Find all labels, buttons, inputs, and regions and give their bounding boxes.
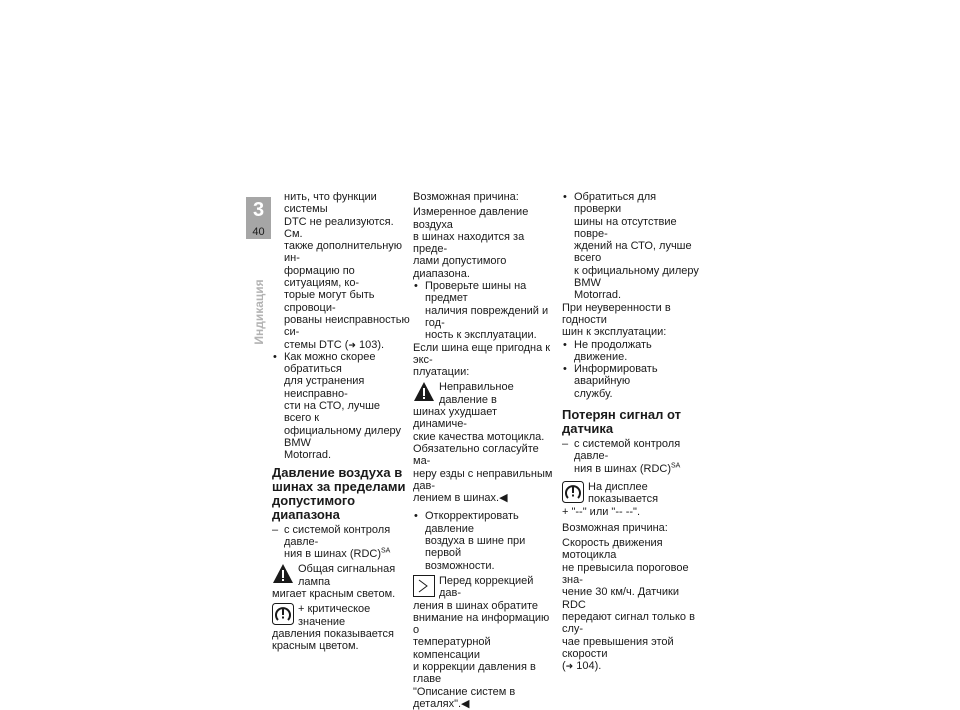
warning-triangle-icon (413, 381, 435, 403)
usable-condition: Если шина еще пригодна к экс- плуатации: (413, 341, 551, 379)
tire-pressure-icon (272, 603, 294, 625)
page-ref-arrow-icon: ➜ (348, 339, 356, 350)
bullet-item: • Как можно скорее обратиться для устранения неисправно- сти на СТО, лучше всего к официальному дилеру BMW Motorrad. (272, 351, 410, 462)
condition-item: – с системой контроля давле- ния в шинах (RDC)$^{SA}$ (272, 524, 410, 561)
cause-label: Возможная причина: (413, 191, 519, 203)
section-heading: Потерян сигнал от датчика (562, 407, 681, 437)
cause-label: Возможная причина: (562, 521, 668, 534)
warning-triangle-icon (272, 563, 294, 585)
condition-item: – с системой контроля давле- ния в шинах (RDC)$^{SA}$ (562, 438, 702, 475)
section-heading: Давление воздуха в шинах за пределами допустимого диапазона (272, 464, 406, 522)
chapter-number: 3 (252, 199, 265, 221)
cause-text: Скорость движения мотоцикла не превысила пороговое зна- чение 30 км/ч. Датчики RDC передают сигнал только в слу- чае превышения этой скорости (➜ 104). (562, 537, 695, 673)
column-1 (272, 191, 410, 653)
page-ref[interactable]: 104). (576, 660, 602, 673)
rdc-display-note: + критическое значение давления показывается красным цветом. (272, 603, 394, 653)
bullet-item: • Проверьте шины на предмет наличия повреждений и год- ность к эксплуатации. (413, 280, 553, 341)
warning-lamp-note: Общая сигнальная лампа мигает красным светом. (272, 563, 396, 601)
bullet-item: • Информировать аварийную службу. (562, 363, 702, 400)
column-2 (413, 191, 553, 710)
bullet-item: • Не продолжать движение. (562, 339, 702, 364)
note-icon (413, 575, 435, 597)
page-number: 40 (252, 226, 265, 238)
bullet-item: • Откорректировать давление воздуха в шине при первой возможности. (413, 510, 553, 571)
page-ref[interactable]: 103). (359, 338, 385, 351)
cause-text: Измеренное давление воздуха в шинах находится за преде- лами допустимого диапазона. (413, 206, 529, 280)
end-mark-icon: ◀ (461, 697, 470, 710)
intro-text: нить, что функции системы DTC не реализуются. См. также дополнительную ин- формацию по ситуациям, ко- торые могут быть спровоци- рованы неисправностью си- стемы DTC (➜ 103). (284, 191, 410, 351)
end-mark-icon: ◀ (499, 492, 508, 505)
column-3 (562, 191, 702, 672)
rdc-display-note: На дисплее показывается + "--" или "-- --". (562, 480, 659, 518)
pressure-warning: Неправильное давление в шинах ухудшает динамиче- ские качества мотоцикла. Обязательно согласуйте ма- неру езды с неправильным дав- лением в шинах.◀ (413, 381, 553, 505)
page-ref-arrow-icon: ➜ (565, 661, 574, 672)
note-block: Перед коррекцией дав- ления в шинах обратите внимание на информацию о температурной компенсации и коррекции давления в главе "Описание систем в деталях".◀ (413, 574, 550, 710)
section-title: Индикация (252, 279, 266, 345)
bullet-item: • Обратиться для проверки шины на отсутствие повре- ждений на СТО, лучше всего к официальному дилеру BMW Motorrad. (562, 191, 702, 302)
doubt-text: При неуверенности в годности шин к эксплуатации: (562, 301, 671, 339)
tire-pressure-icon (562, 481, 584, 503)
